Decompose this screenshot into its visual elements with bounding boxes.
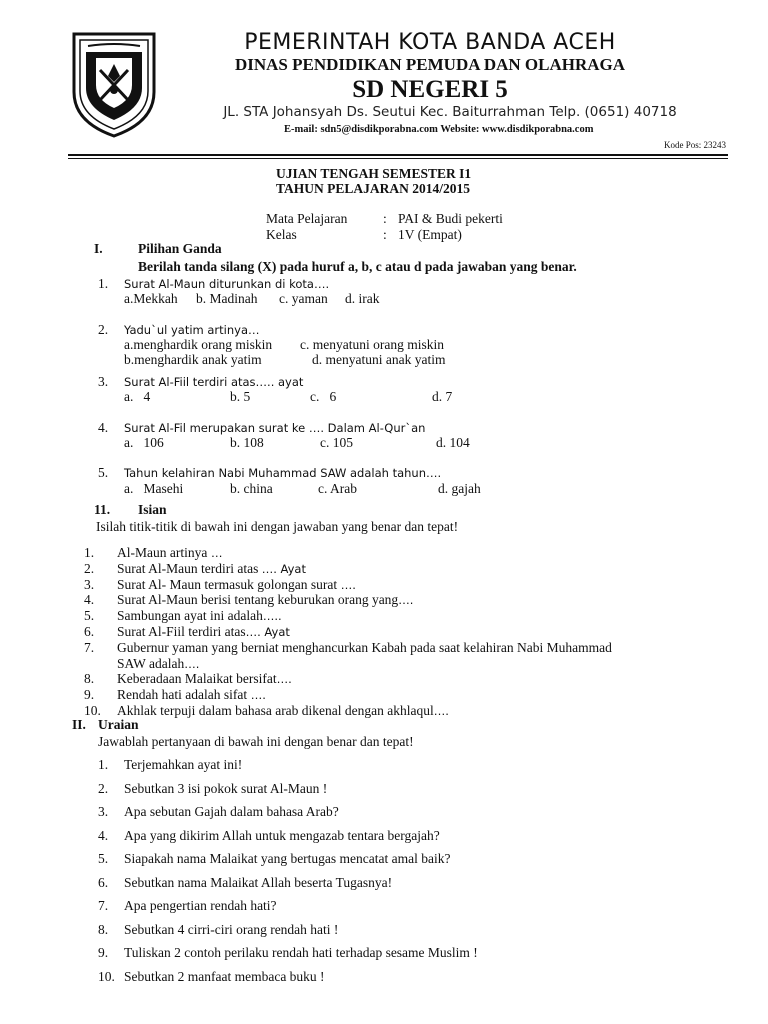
item-text-main: Surat Al- Maun termasuk golongan surat (117, 576, 338, 592)
item-text-blank: …. (247, 688, 266, 703)
item-text (117, 592, 413, 608)
item-text-blank: …. (184, 656, 200, 671)
section-instruction: Berilah tanda silang (X) pada huruf a, b, c atau d pada jawaban yang benar. (138, 259, 577, 274)
item-text-main: Surat Al-Maun terdiri atas (117, 560, 262, 576)
option: d. 104 (436, 435, 470, 450)
item-text-blank: …. Ayat (245, 625, 290, 639)
question-number: 2. (98, 322, 109, 337)
item-text-blank: …. (398, 593, 414, 608)
section-title: Isian (138, 502, 167, 517)
subject-value: PAI & Budi pekerti (398, 211, 503, 226)
item-text (117, 624, 290, 640)
item-number: 1. (84, 545, 95, 560)
essay-question: Apa pengertian rendah hati? (124, 898, 277, 913)
postal-code: Kode Pos: 23243 (663, 140, 726, 150)
header-divider-thick (68, 154, 728, 156)
government-name: PEMERINTAH KOTA BANDA ACEH (244, 30, 616, 55)
essay-number: 1. (98, 757, 109, 772)
item-text (117, 671, 292, 687)
item-text (117, 577, 356, 593)
class-label: Kelas (266, 227, 297, 242)
section-number: 11. (94, 502, 111, 517)
item-text-main: Gubernur yaman yang berniat menghancurkan Kabah pada saat kelahiran Nabi Muhammad (117, 639, 612, 655)
section-title: Pilihan Ganda (138, 241, 222, 256)
class-value: 1V (Empat) (398, 227, 462, 242)
question-text-span: Surat Al-Fiil terdiri atas….. ayat (124, 375, 304, 389)
essay-number: 3. (98, 804, 109, 819)
item-number: 4. (84, 592, 95, 608)
option: b. 5 (230, 389, 251, 404)
essay-question: Apa sebutan Gajah dalam bahasa Arab? (124, 804, 339, 819)
exam-title: UJIAN TENGAH SEMESTER I1 (276, 166, 472, 181)
option: a. 106 (124, 435, 164, 450)
department-name: DINAS PENDIDIKAN PEMUDA DAN OLAHRAGA (234, 55, 626, 74)
essay-question: Siapakah nama Malaikat yang bertugas mencatat amal baik? (124, 851, 451, 866)
class-sep: : (383, 227, 387, 242)
option: b. 108 (230, 435, 264, 450)
option: b.menghardik anak yatim (124, 352, 262, 367)
item-text (117, 640, 612, 656)
city-crest-logo-icon (70, 30, 158, 140)
option: b. Madinah (196, 291, 258, 306)
item-text (117, 561, 306, 577)
essay-number: 4. (98, 827, 109, 843)
essay-number: 6. (98, 874, 109, 890)
option: c. 105 (320, 435, 353, 450)
item-text-main: Sambungan ayat ini adalah (117, 608, 263, 624)
subject-label: Mata Pelajaran (266, 211, 348, 226)
item-text-blank: ….. (262, 609, 282, 624)
question-number: 1. (98, 276, 109, 291)
essay-question: Terjemahkan ayat ini! (124, 757, 243, 772)
question-text (124, 374, 303, 390)
essay-number: 10. (98, 968, 115, 984)
question-text-span: Yadu`ul yatim artinya… (124, 323, 260, 337)
section-instruction: Isilah titik-titik di bawah ini dengan jawaban yang benar dan tepat! (96, 519, 459, 534)
essay-number: 2. (98, 780, 109, 796)
item-number: 7. (84, 639, 95, 655)
essay-number: 5. (98, 851, 109, 866)
item-text-blank: …. (276, 672, 292, 687)
item-number: 3. (84, 576, 95, 592)
school-name: SD NEGERI 5 (352, 76, 508, 103)
item-number: 8. (84, 671, 95, 687)
option: d. gajah (438, 481, 481, 496)
item-text (117, 703, 449, 719)
item-number: 2. (84, 560, 95, 576)
section-number: II. (72, 717, 86, 732)
item-text-blank: …. Ayat (261, 561, 306, 576)
school-address: JL. STA Johansyah Ds. Seutui Kec. Baiturrahman Telp. (0651) 40718 (223, 104, 677, 120)
item-text-blank: … (207, 546, 223, 560)
exam-year: TAHUN PELAJARAN 2014/2015 (276, 181, 471, 196)
item-number: 10. (84, 703, 101, 718)
section-instruction: Jawablah pertanyaan di bawah ini dengan benar dan tepat! (98, 734, 414, 749)
item-text-blank: …. (433, 704, 449, 718)
option: c. 6 (310, 389, 337, 404)
option: d. menyatuni anak yatim (312, 352, 446, 367)
item-number: 6. (84, 624, 95, 639)
section-title: Uraian (98, 717, 139, 732)
question-text-span: Tahun kelahiran Nabi Muhammad SAW adalah tahun…. (124, 466, 442, 480)
item-text-main: Surat Al-Maun berisi tentang keburukan orang yang (117, 592, 399, 608)
item-text (117, 545, 223, 561)
question-number: 3. (98, 374, 109, 389)
option: d. 7 (432, 389, 453, 404)
item-text-main: Akhlak terpuji dalam bahasa arab dikenal dengan akhlaqul (117, 703, 434, 718)
question-text (124, 420, 425, 436)
essay-number: 7. (98, 898, 109, 913)
question-text-span: Surat Al-Fil merupakan surat ke …. Dalam Al-Qur`an (124, 421, 426, 435)
header-divider-thin (68, 158, 728, 159)
option: c. Arab (318, 481, 357, 496)
item-text (117, 687, 266, 703)
question-text (124, 276, 329, 292)
option: b. china (230, 481, 273, 496)
item-text (117, 656, 199, 672)
contact-line: E-mail: sdn5@disdikporabna.com Website: www.disdikporabna.com (284, 124, 594, 135)
question-text (124, 465, 441, 481)
essay-question: Apa yang dikirim Allah untuk mengazab tentara bergajah? (124, 827, 440, 843)
essay-question: Sebutkan 4 cirri-ciri orang rendah hati ! (124, 921, 339, 937)
question-text (124, 322, 260, 338)
item-text-main: SAW adalah (117, 655, 185, 671)
question-number: 5. (98, 465, 109, 480)
option: a. 4 (124, 389, 151, 404)
item-text-main: Keberadaan Malaikat bersifat (117, 671, 277, 687)
item-number: 5. (84, 608, 95, 624)
essay-question: Sebutkan nama Malaikat Allah beserta Tugasnya! (124, 874, 393, 890)
item-text-main: Al-Maun artinya (117, 545, 208, 560)
essay-question: Tuliskan 2 contoh perilaku rendah hati terhadap sesame Muslim ! (124, 945, 478, 960)
question-number: 4. (98, 420, 109, 435)
option: a. Masehi (124, 481, 184, 496)
item-text (117, 608, 282, 624)
section-number: I. (94, 241, 103, 256)
essay-question: Sebutkan 2 manfaat membaca buku ! (124, 968, 325, 984)
option: a.menghardik orang miskin (124, 337, 273, 352)
essay-number: 8. (98, 921, 109, 937)
item-text-blank: …. (337, 577, 356, 592)
item-text-main: Rendah hati adalah sifat (117, 687, 248, 703)
option: c. yaman (279, 291, 328, 306)
option: d. irak (345, 291, 380, 306)
option: c. menyatuni orang miskin (300, 337, 444, 352)
item-number: 9. (84, 687, 95, 703)
subject-sep: : (383, 211, 387, 226)
item-text-main: Surat Al-Fiil terdiri atas (117, 624, 246, 639)
option: a.Mekkah (124, 291, 178, 306)
question-text-span: Surat Al-Maun diturunkan di kota…. (124, 277, 330, 291)
essay-question: Sebutkan 3 isi pokok surat Al-Maun ! (124, 780, 328, 796)
essay-number: 9. (98, 945, 109, 960)
